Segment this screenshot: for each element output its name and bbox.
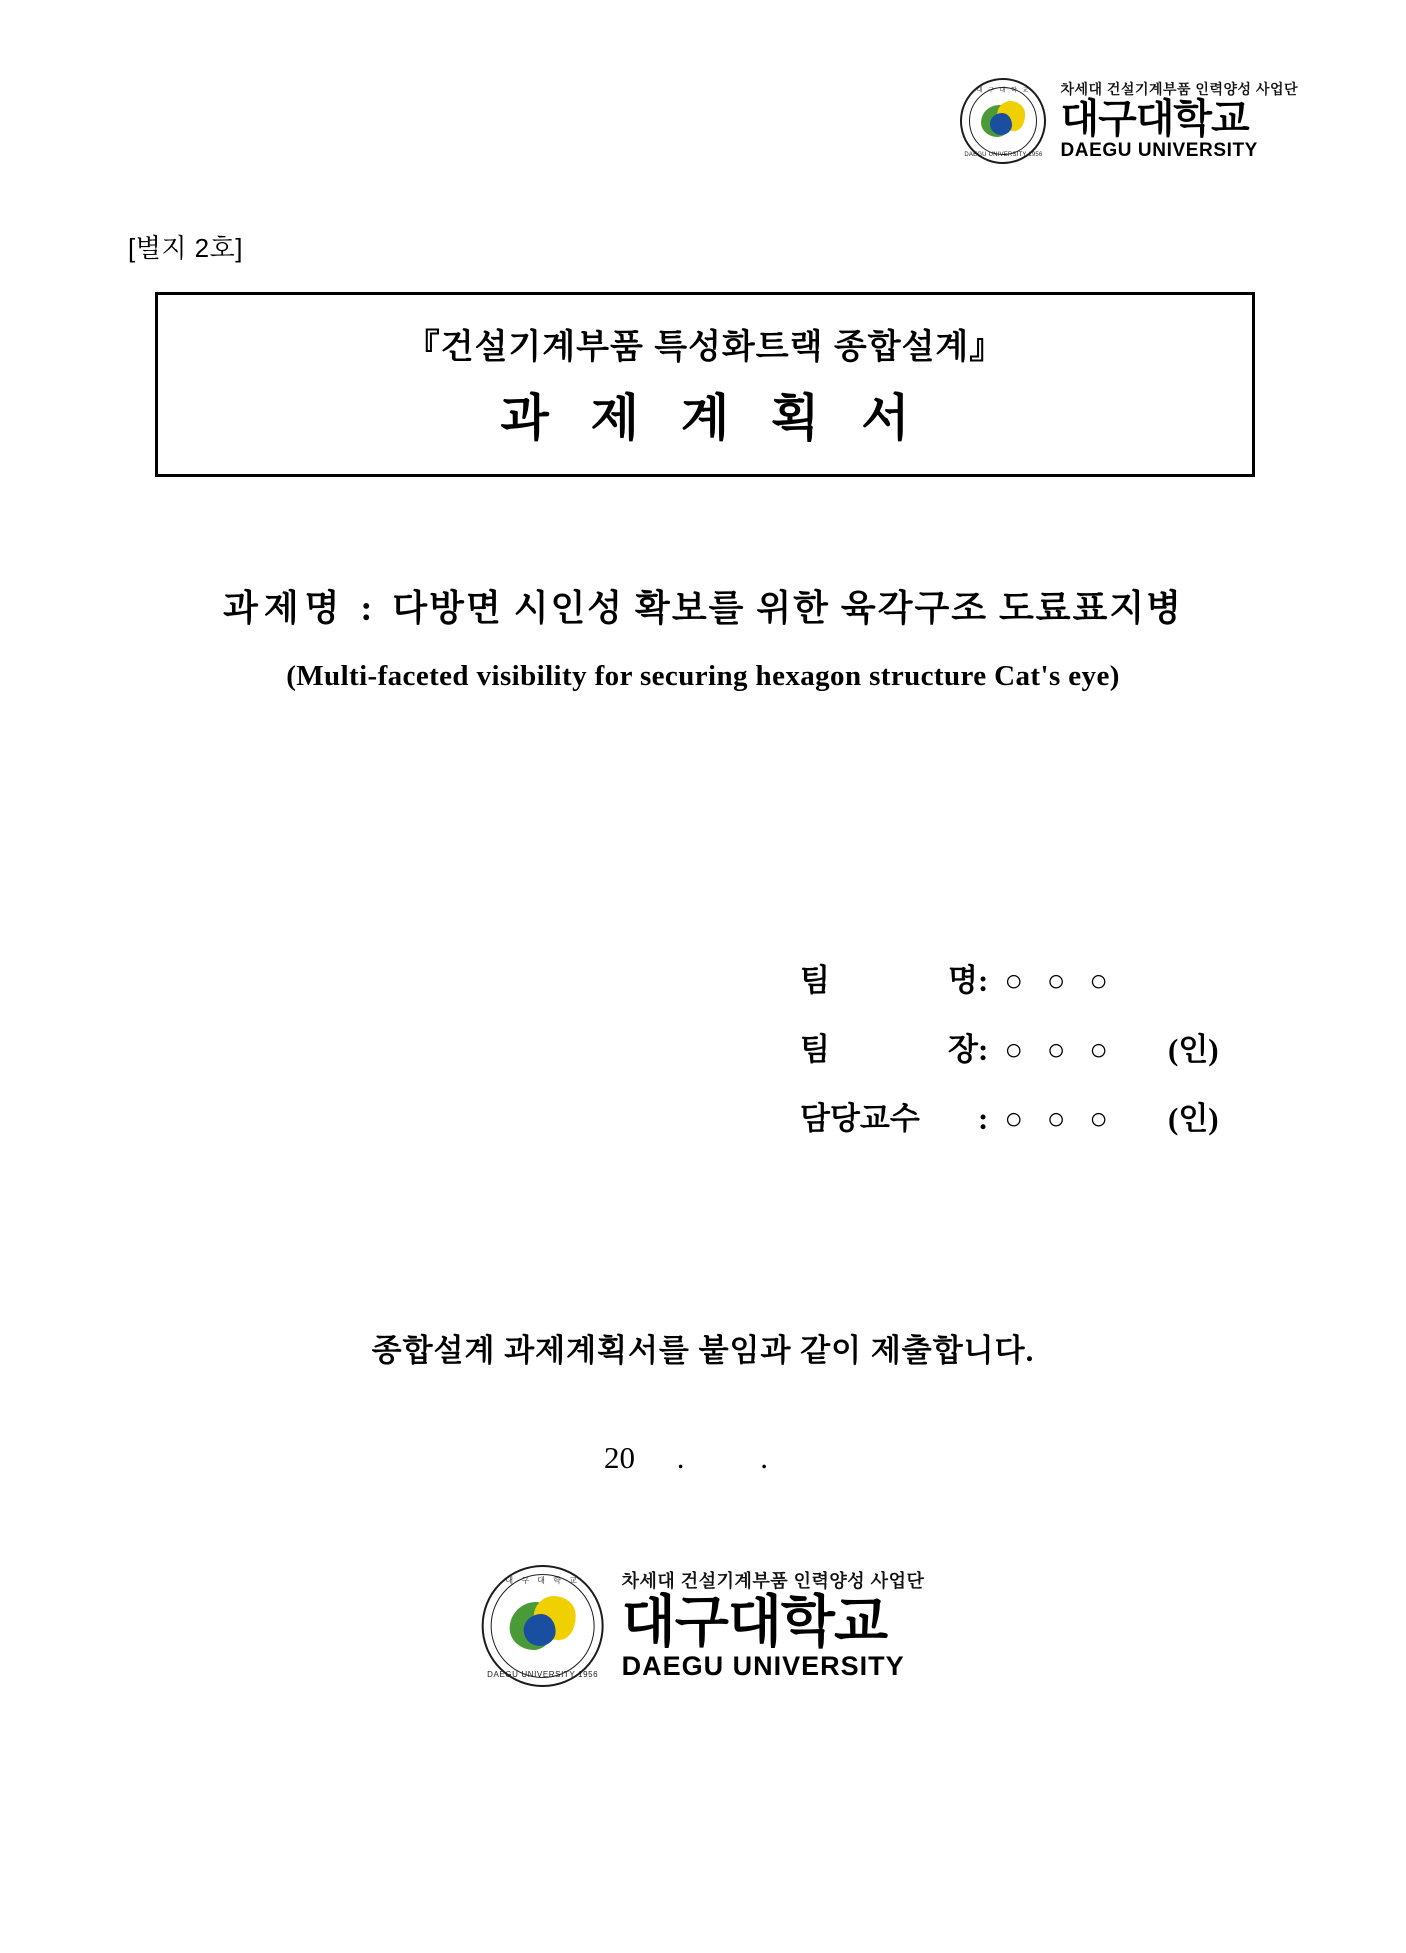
signature-seal-mark: (인)	[1168, 1101, 1219, 1136]
signature-label: 담당교수	[800, 1101, 920, 1136]
seal-bottom-text: DAEGU UNIVERSITY 1956	[964, 152, 1043, 158]
header-logo-name-kr: 대구대학교	[1060, 96, 1249, 141]
footer-logo-name-en: DAEGU UNIVERSITY	[621, 1650, 905, 1681]
seal-top-text: 대 구 대 학 교	[505, 1576, 580, 1585]
header-university-logo	[960, 78, 1298, 164]
footer-logo-name-kr: 대구대학교	[621, 1590, 888, 1654]
university-seal-icon	[960, 78, 1046, 164]
date-dot-month: .	[676, 1440, 685, 1475]
header-logo-text	[1060, 82, 1298, 161]
submission-statement: 종합설계 과제계획서를 붙임과 같이 제출합니다.	[371, 1333, 1035, 1368]
seal-top-text: 대 구 대 학 교	[976, 88, 1031, 94]
signature-colon: :	[978, 963, 989, 998]
date-dot-day: .	[760, 1440, 768, 1475]
title-main: 과 제 계 획 서	[500, 390, 924, 446]
footer-university-logo	[482, 1565, 925, 1687]
signature-row-advisor	[800, 1093, 1219, 1138]
project-title-english: (Multi-faceted visibility for securing hexagon structure Cat's eye)	[286, 660, 1120, 692]
seal-emblem-icon	[510, 1596, 576, 1656]
footer-logo-tagline: 차세대 건설기계부품 인력양성 사업단	[621, 1571, 925, 1592]
university-seal-icon	[482, 1565, 604, 1687]
signature-colon: :	[978, 1032, 989, 1067]
date-year: 20	[604, 1440, 635, 1475]
title-box	[155, 292, 1255, 477]
signature-row-team-name	[800, 955, 1219, 1000]
project-title-korean	[0, 580, 1406, 631]
signature-value: ○ ○ ○	[1004, 963, 1117, 998]
project-title-label: 과제명 :	[223, 588, 379, 628]
seal-emblem-blue	[524, 1614, 556, 1646]
project-title-value: 다방면 시인성 확보를 위한 육각구조 도료표지병	[392, 588, 1183, 628]
signature-colon: :	[978, 1101, 989, 1136]
seal-bottom-text: DAEGU UNIVERSITY 1956	[487, 1670, 599, 1679]
signature-value: ○ ○ ○	[1004, 1101, 1117, 1136]
header-logo-name-en: DAEGU UNIVERSITY	[1060, 140, 1258, 162]
form-number: [별지 2호]	[128, 233, 243, 263]
signature-label: 팀 장	[800, 1032, 978, 1067]
signature-seal-mark: (인)	[1168, 1032, 1219, 1067]
header-logo-tagline: 차세대 건설기계부품 인력양성 사업단	[1060, 80, 1298, 97]
signature-row-team-leader	[800, 1024, 1219, 1069]
signature-value: ○ ○ ○	[1004, 1032, 1117, 1067]
date-line	[0, 1440, 1406, 1476]
title-subtitle: 『건설기계부품 특성화트랙 종합설계』	[405, 328, 1005, 366]
signature-label: 팀 명	[800, 963, 978, 998]
seal-emblem-blue	[990, 113, 1012, 135]
footer-logo-text	[622, 1572, 925, 1679]
signature-block	[800, 955, 1219, 1162]
seal-emblem-icon	[981, 101, 1025, 141]
